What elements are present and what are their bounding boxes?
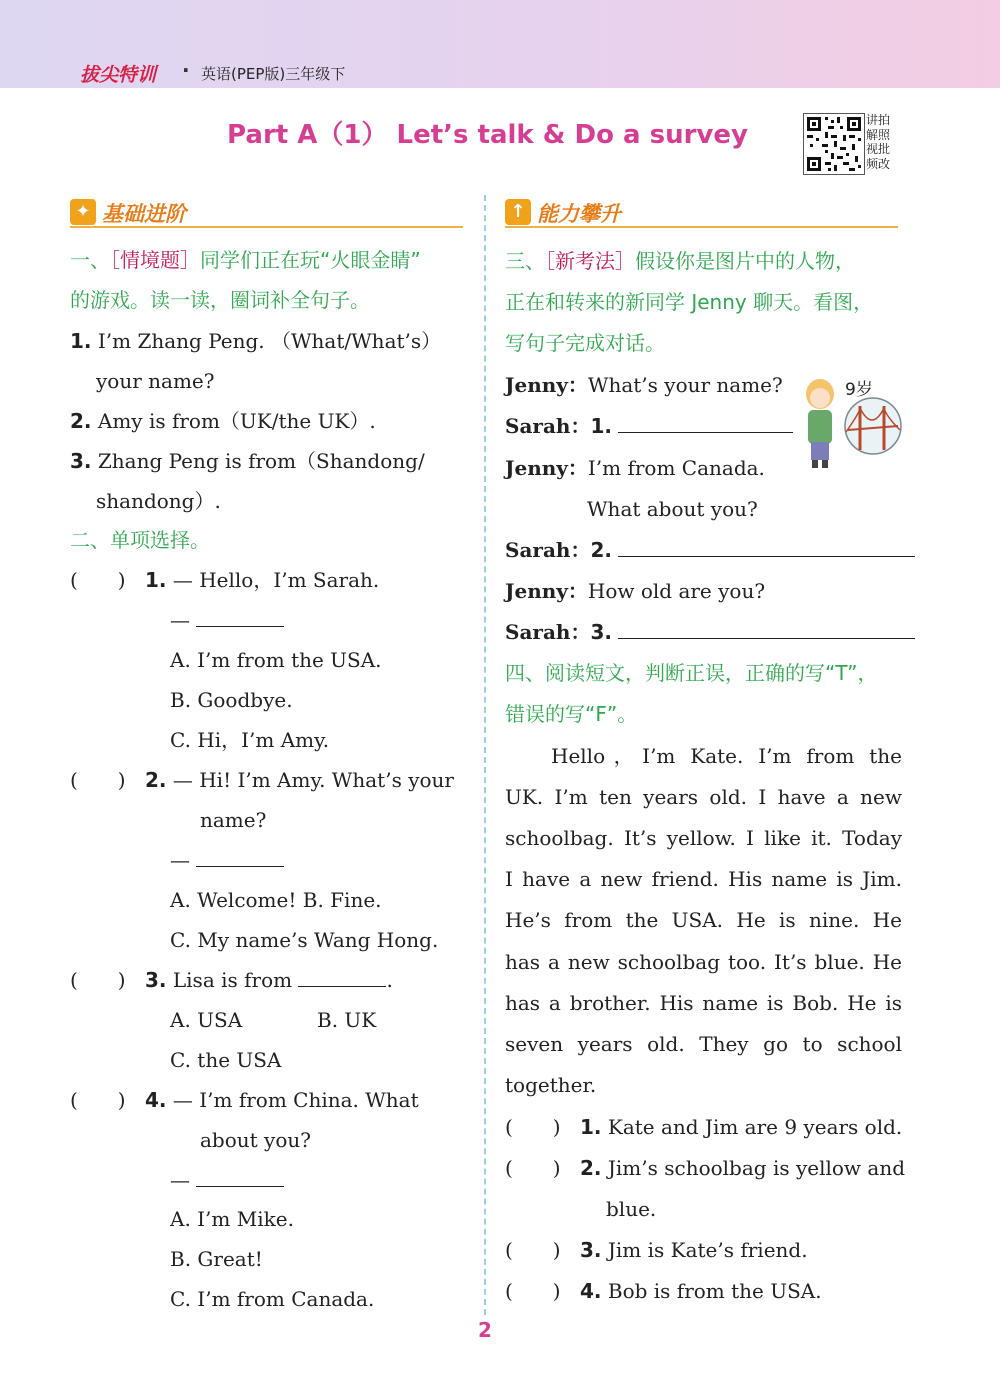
s2-q4-option-a: A. I’m Mike. (170, 1207, 294, 1231)
dialog-line-2: Sarah：1. (505, 406, 793, 446)
running-icon: ✦ (70, 199, 96, 225)
answer-paren[interactable]: ( ) (70, 768, 126, 792)
column-divider (484, 195, 486, 1315)
s2-q4-option-b: B. Great! (170, 1247, 263, 1271)
s2-heading: 二、单项选择。 (70, 528, 210, 552)
dialog-line-3-cont: What about you? (587, 497, 758, 521)
answer-blank[interactable] (298, 962, 386, 987)
passage-line: Hello，I’m Kate. I’m from the (551, 744, 902, 768)
s1-item-1-cont: your name? (96, 369, 215, 393)
s2-q3-option-c: C. the USA (170, 1048, 282, 1072)
dialog-line-6: Sarah：3. (505, 612, 915, 652)
s1-item-3: 3. Zhang Peng is from（Shandong/ (70, 449, 425, 473)
section-title-advanced: 能力攀升 (537, 202, 621, 226)
page-title: Part A（1） Let’s talk & Do a survey (227, 120, 748, 150)
answer-paren[interactable]: ( ) (505, 1279, 561, 1303)
tf-q4: 4. Bob is from the USA. (580, 1279, 822, 1303)
s3-heading-line2: 正在和转来的新同学 Jenny 聊天。看图， (505, 290, 874, 314)
s2-q2: 2. — Hi! I’m Amy. What’s your (145, 768, 454, 792)
s3-heading-line3: 写句子完成对话。 (505, 331, 665, 355)
answer-paren[interactable]: ( ) (70, 568, 126, 592)
tf-q1: 1. Kate and Jim are 9 years old. (580, 1115, 903, 1139)
answer-blank[interactable] (618, 408, 793, 433)
s1-item-2: 2. Amy is from（UK/the UK）. (70, 409, 376, 433)
brand-logo: 拔尖特训 (80, 64, 157, 86)
answer-paren[interactable]: ( ) (505, 1238, 561, 1262)
dialog-line-3: Jenny：I’m from Canada. (505, 456, 765, 480)
s2-q1: 1. — Hello，I’m Sarah. (145, 568, 380, 592)
s1-item-1: 1. I’m Zhang Peng. （What/What’s） (70, 329, 442, 353)
s2-q1-option-c: C. Hi，I’m Amy. (170, 728, 330, 752)
passage-line: together. (505, 1073, 597, 1097)
answer-paren[interactable]: ( ) (70, 1088, 126, 1112)
answer-blank[interactable] (196, 602, 284, 627)
answer-blank[interactable] (196, 1162, 284, 1187)
s1-item-3-cont: shandong）. (96, 489, 221, 513)
s2-q2-response: — (170, 840, 284, 880)
book-title: 英语(PEP版)三年级下 (201, 65, 346, 83)
answer-blank[interactable] (196, 842, 284, 867)
passage-line: has a new schoolbag too. It’s blue. He (505, 950, 902, 974)
s2-q4: 4. — I’m from China. What (145, 1088, 419, 1112)
dialog-line-5: Jenny：How old are you? (505, 579, 766, 603)
age-label: 9岁 (845, 380, 873, 400)
s2-q2-option-ab: A. Welcome! B. Fine. (170, 888, 382, 912)
s2-q3-option-a: A. USA (170, 1008, 243, 1032)
s2-q3-option-b: B. UK (317, 1008, 377, 1032)
passage-line: I have a new friend. His name is Jim. (505, 867, 902, 891)
passage-line: has a brother. His name is Bob. He is (505, 991, 902, 1015)
section-title-basic: 基础进阶 (102, 202, 186, 226)
answer-paren[interactable]: ( ) (70, 968, 126, 992)
dialog-line-1: Jenny：What’s your name? (505, 373, 783, 397)
dialog-line-4: Sarah：2. (505, 530, 915, 570)
s2-q4-option-c: C. I’m from Canada. (170, 1287, 375, 1311)
qr-caption: 讲拍 解照 视批 频改 (866, 113, 891, 171)
section-underline (505, 226, 898, 228)
answer-blank[interactable] (618, 532, 915, 557)
climbing-icon: ↑ (505, 199, 531, 225)
tf-q2-cont: blue. (606, 1197, 657, 1221)
answer-blank[interactable] (618, 614, 915, 639)
s1-heading: 一、［情境题］同学们正在玩“火眼金睛” (70, 248, 421, 272)
s2-q2-option-c: C. My name’s Wang Hong. (170, 928, 439, 952)
s1-heading-line2: 的游戏。读一读，圈词补全句子。 (70, 288, 370, 312)
page-number: 2 (478, 1318, 492, 1342)
tf-q2: 2. Jim’s schoolbag is yellow and (580, 1156, 906, 1180)
passage-line: seven years old. They go to school (505, 1032, 902, 1056)
section-underline (70, 226, 463, 228)
header-dot: · (182, 58, 190, 82)
qr-code-icon[interactable] (803, 113, 865, 175)
s2-q3: 3. Lisa is from . (145, 960, 393, 1000)
s2-q2-cont: name? (200, 808, 267, 832)
s3-heading: 三、［新考法］假设你是图片中的人物， (505, 249, 855, 273)
passage-line: UK. I’m ten years old. I have a new (505, 785, 902, 809)
s4-heading-line2: 错误的写“F”。 (505, 702, 638, 726)
s2-q4-cont: about you? (200, 1128, 311, 1152)
passage-line: He’s from the USA. He is nine. He (505, 908, 902, 932)
answer-paren[interactable]: ( ) (505, 1115, 561, 1139)
s2-q1-option-b: B. Goodbye. (170, 688, 293, 712)
s2-q1-response: — (170, 600, 284, 640)
passage-line: schoolbag. It’s yellow. I like it. Today (505, 826, 902, 850)
answer-paren[interactable]: ( ) (505, 1156, 561, 1180)
s2-q1-option-a: A. I’m from the USA. (170, 648, 382, 672)
tf-q3: 3. Jim is Kate’s friend. (580, 1238, 808, 1262)
s2-q4-response: — (170, 1160, 284, 1200)
s4-heading: 四、阅读短文，判断正误，正确的写“T”， (505, 661, 878, 685)
